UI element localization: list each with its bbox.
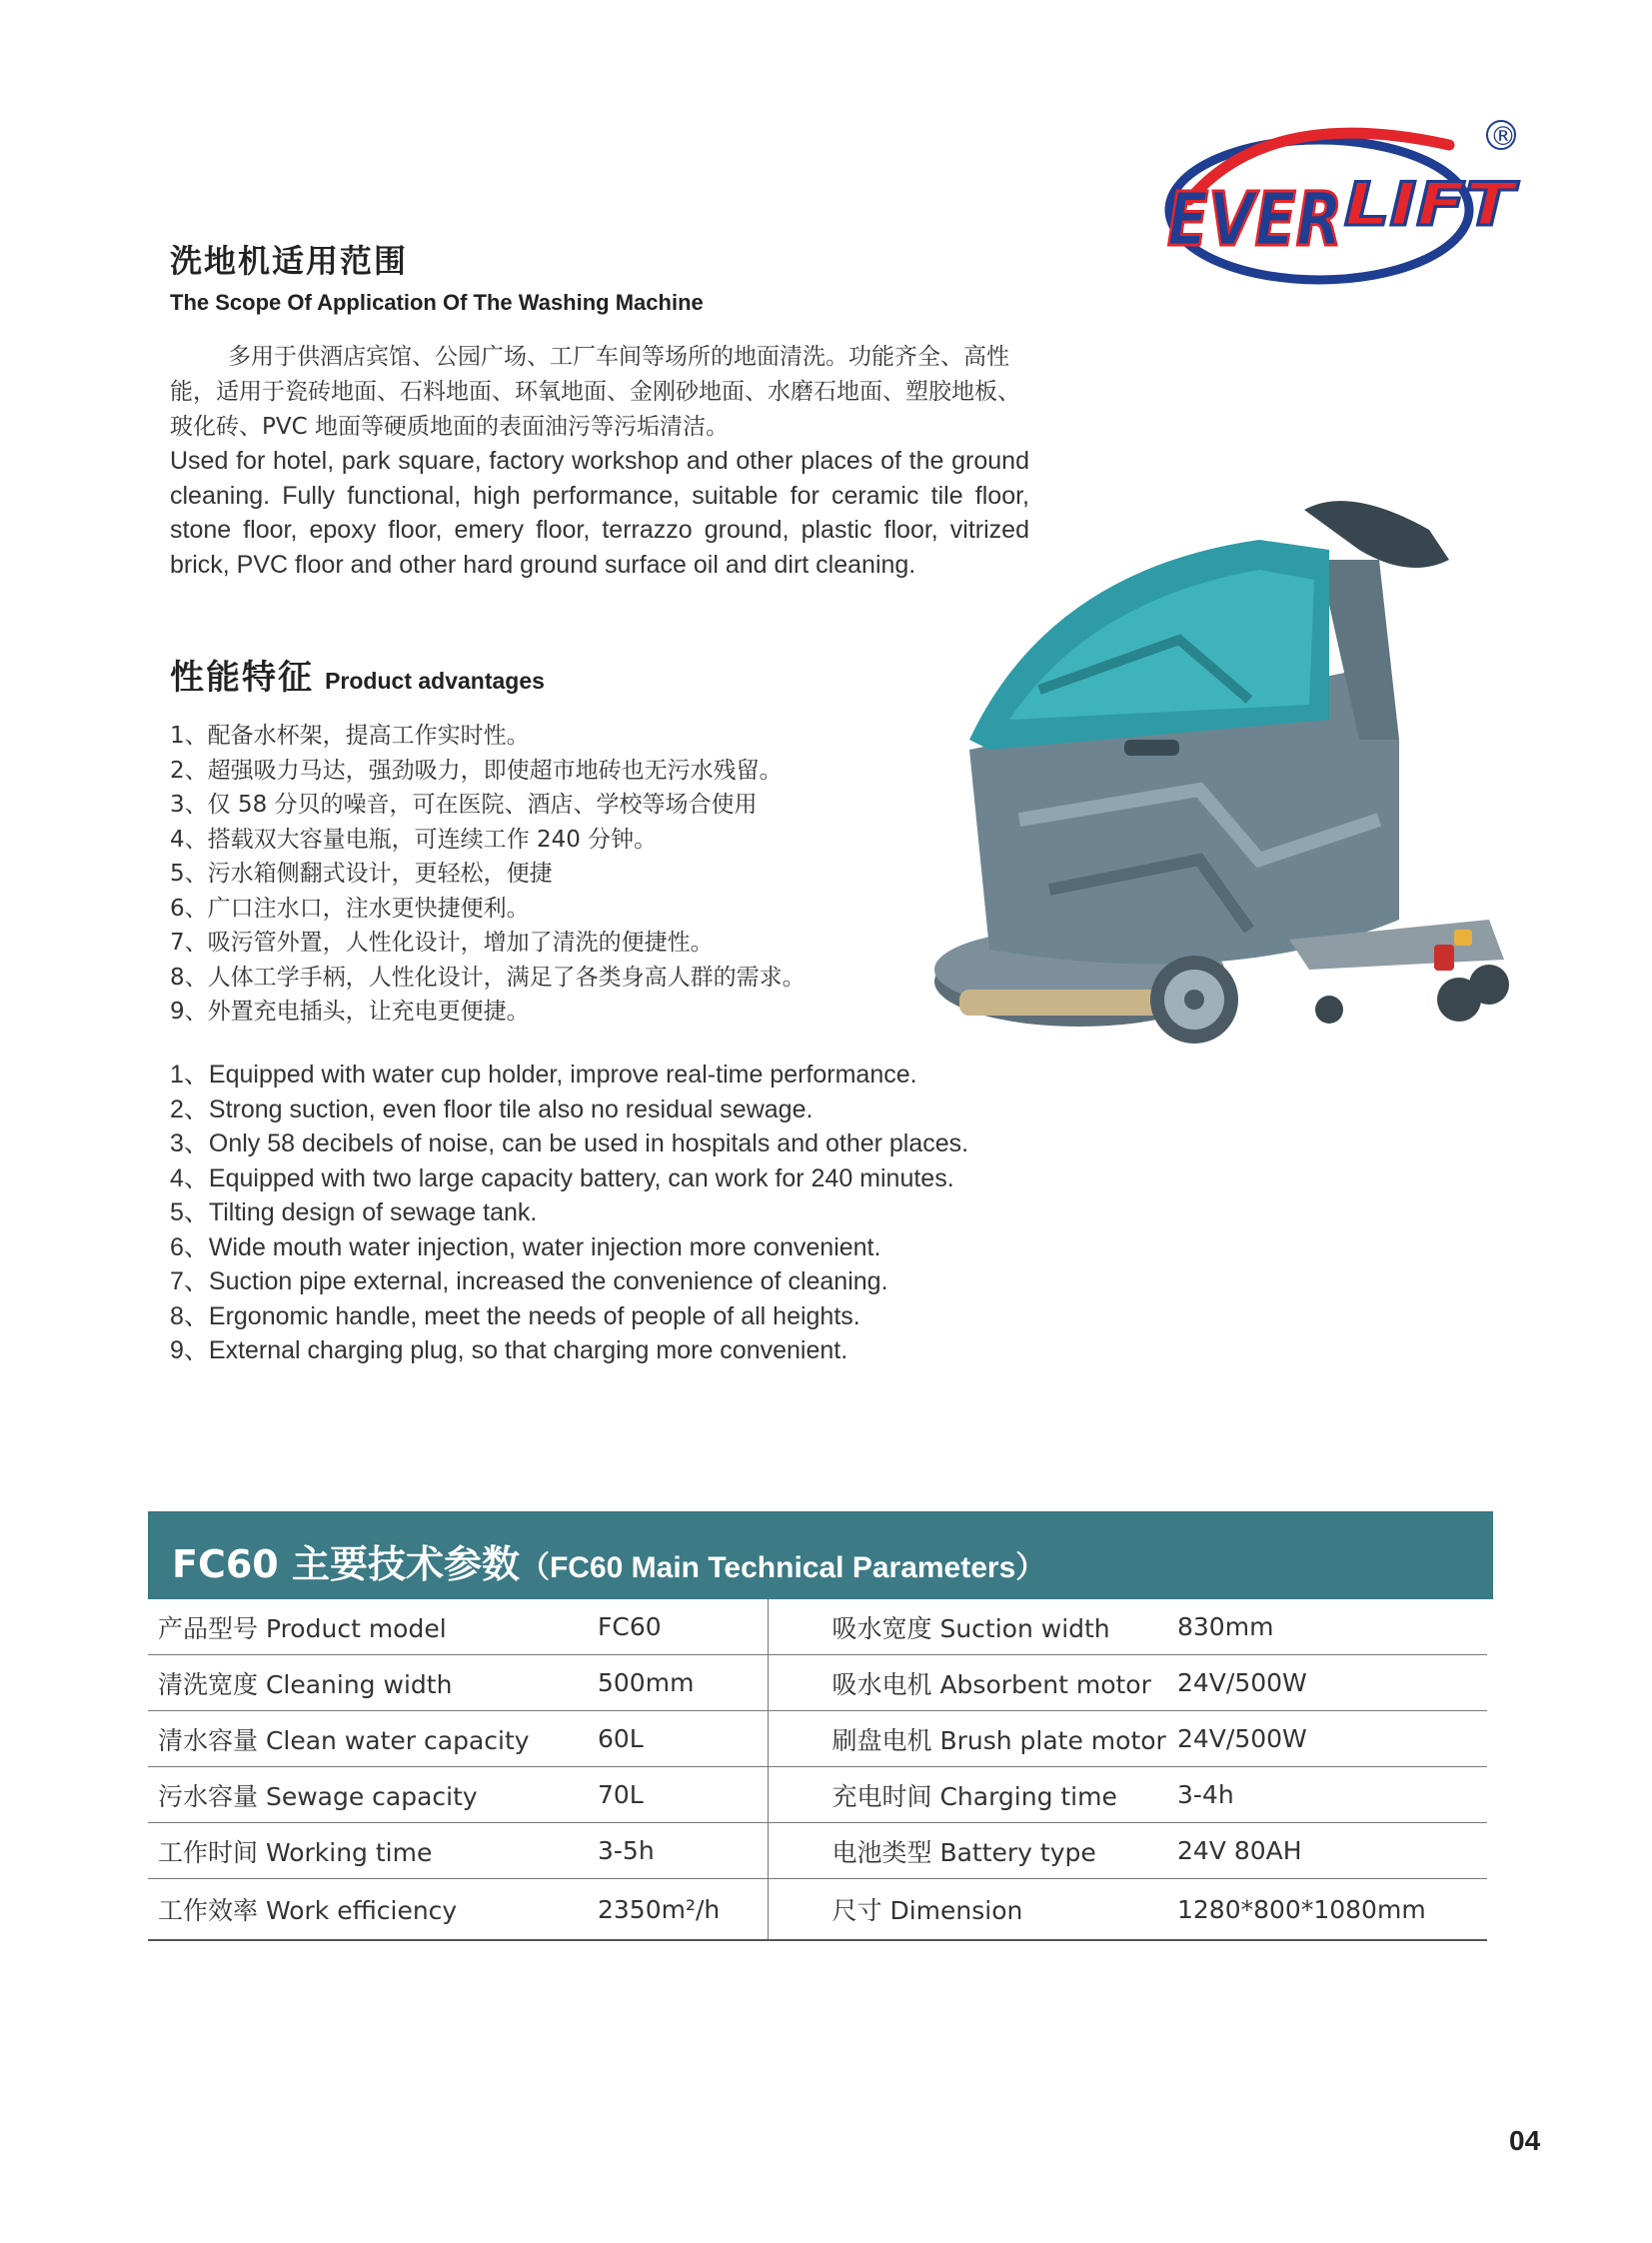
spec-label: 清洗宽度 Cleaning width bbox=[148, 1655, 588, 1711]
spec-value: 60L bbox=[588, 1711, 768, 1767]
spec-value: 830mm bbox=[1167, 1599, 1487, 1655]
registered-mark: ® bbox=[1490, 122, 1516, 152]
spec-value: 1280*800*1080mm bbox=[1167, 1879, 1487, 1941]
spec-value: 24V/500W bbox=[1167, 1711, 1487, 1767]
advantages-title-cn: 性能特征 bbox=[170, 658, 314, 698]
advantages-list-en bbox=[170, 1058, 968, 1368]
spec-label: 吸水宽度 Suction width bbox=[768, 1599, 1167, 1655]
everlift-logo bbox=[1149, 105, 1529, 295]
advantage-item-en: 8、Ergonomic handle, meet the needs of people of all heights. bbox=[170, 1301, 860, 1330]
table-row bbox=[148, 1879, 1487, 1941]
advantage-item-en: 1、Equipped with water cup holder, improve real-time performance. bbox=[170, 1061, 917, 1089]
advantage-item-en: 5、Tilting design of sewage tank. bbox=[170, 1198, 538, 1226]
spec-value: FC60 bbox=[588, 1599, 768, 1655]
advantage-item-en: 2、Strong suction, even floor tile also no residual sewage. bbox=[170, 1095, 814, 1123]
advantage-item-cn: 7、吸污管外置，人性化设计，增加了清洗的便捷性。 bbox=[170, 930, 714, 956]
spec-label: 尺寸 Dimension bbox=[768, 1879, 1167, 1941]
advantage-item-cn: 1、配备水杯架，提高工作实时性。 bbox=[170, 723, 530, 749]
table-row bbox=[148, 1655, 1487, 1711]
spec-label: 清水容量 Clean water capacity bbox=[148, 1711, 588, 1767]
advantage-item-en: 3、Only 58 decibels of noise, can be used in hospitals and other places. bbox=[170, 1129, 969, 1157]
spec-label: 电池类型 Battery type bbox=[768, 1823, 1167, 1879]
floor-scrubber-image bbox=[929, 490, 1549, 1050]
advantage-item-en: 4、Equipped with two large capacity battery, can work for 240 minutes. bbox=[170, 1163, 954, 1192]
spec-label: 污水容量 Sewage capacity bbox=[148, 1767, 588, 1823]
table-row bbox=[148, 1767, 1487, 1823]
advantages-title-en: Product advantages bbox=[325, 668, 545, 694]
advantage-item-cn: 4、搭载双大容量电瓶，可连续工作 240 分钟。 bbox=[170, 826, 658, 853]
scope-title-cn: 洗地机适用范围 bbox=[170, 242, 409, 280]
logo-brand-left: EVER bbox=[1167, 177, 1342, 263]
spec-value: 500mm bbox=[588, 1655, 768, 1711]
table-row bbox=[148, 1599, 1487, 1655]
advantage-item-en: 9、External charging plug, so that charging more convenient. bbox=[170, 1336, 848, 1364]
logo-brand-right: LIFT bbox=[1344, 170, 1519, 240]
advantage-item-en: 6、Wide mouth water injection, water injection more convenient. bbox=[170, 1232, 881, 1261]
spec-label: 工作效率 Work efficiency bbox=[148, 1879, 588, 1941]
spec-label: 吸水电机 Absorbent motor bbox=[768, 1655, 1167, 1711]
spec-value: 3-5h bbox=[588, 1823, 768, 1879]
spec-label: 工作时间 Working time bbox=[148, 1823, 588, 1879]
specs-title bbox=[172, 1533, 1045, 1588]
page-number: 04 bbox=[1509, 2125, 1541, 2156]
spec-label: 产品型号 Product model bbox=[148, 1599, 588, 1655]
advantage-item-cn: 9、外置充电插头，让充电更便捷。 bbox=[170, 999, 530, 1025]
specs-title-sub: （FC60 Main Technical Parameters） bbox=[519, 1551, 1046, 1584]
specs-title-main: FC60 主要技术参数 bbox=[172, 1542, 520, 1586]
specs-header-bar bbox=[148, 1511, 1493, 1599]
advantage-item-cn: 6、广口注水口，注水更快捷便利。 bbox=[170, 895, 530, 922]
advantage-item-cn: 8、人体工学手柄，人性化设计，满足了各类身高人群的需求。 bbox=[170, 964, 806, 991]
table-row bbox=[148, 1823, 1487, 1879]
spec-label: 刷盘电机 Brush plate motor bbox=[768, 1711, 1167, 1767]
advantage-item-cn: 3、仅 58 分贝的噪音，可在医院、酒店、学校等场合使用 bbox=[170, 792, 758, 818]
table-row bbox=[148, 1711, 1487, 1767]
scope-paragraph-en: Used for hotel, park square, factory workshop and other places of the ground cleaning. Fully functional, high performance, suitable for ceramic tile floor, stone floor, epoxy floor, emery floor, terrazzo ground, plastic floor, vitrized brick, PVC floor and other hard ground surface oil and dirt cleaning. bbox=[170, 447, 1029, 579]
specs-table bbox=[148, 1599, 1487, 1941]
scope-paragraph-cn-text: 多用于供酒店宾馆、公园广场、工厂车间等场所的地面清洗。功能齐全、高性能，适用于瓷砖地面、石料地面、环氧地面、金刚砂地面、水磨石地面、塑胶地板、玻化砖、PVC 地面等硬质地面的表面油污等污垢清洁。 bbox=[170, 344, 1020, 440]
spec-label: 充电时间 Charging time bbox=[768, 1767, 1167, 1823]
advantages-heading bbox=[170, 650, 545, 699]
spec-value: 24V 80AH bbox=[1167, 1823, 1487, 1879]
spec-value: 70L bbox=[588, 1767, 768, 1823]
advantage-item-cn: 2、超强吸力马达，强劲吸力，即使超市地砖也无污水残留。 bbox=[170, 757, 783, 784]
spec-value: 2350m²/h bbox=[588, 1879, 768, 1941]
spec-value: 24V/500W bbox=[1167, 1655, 1487, 1711]
advantage-item-en: 7、Suction pipe external, increased the convenience of cleaning. bbox=[170, 1267, 888, 1295]
advantages-list-cn bbox=[170, 719, 806, 1030]
advantage-item-cn: 5、污水箱侧翻式设计，更轻松，便捷 bbox=[170, 861, 553, 887]
spec-value: 3-4h bbox=[1167, 1767, 1487, 1823]
scope-paragraph-cn bbox=[170, 340, 1029, 445]
scope-title-en: The Scope Of Application Of The Washing Machine bbox=[170, 290, 704, 315]
